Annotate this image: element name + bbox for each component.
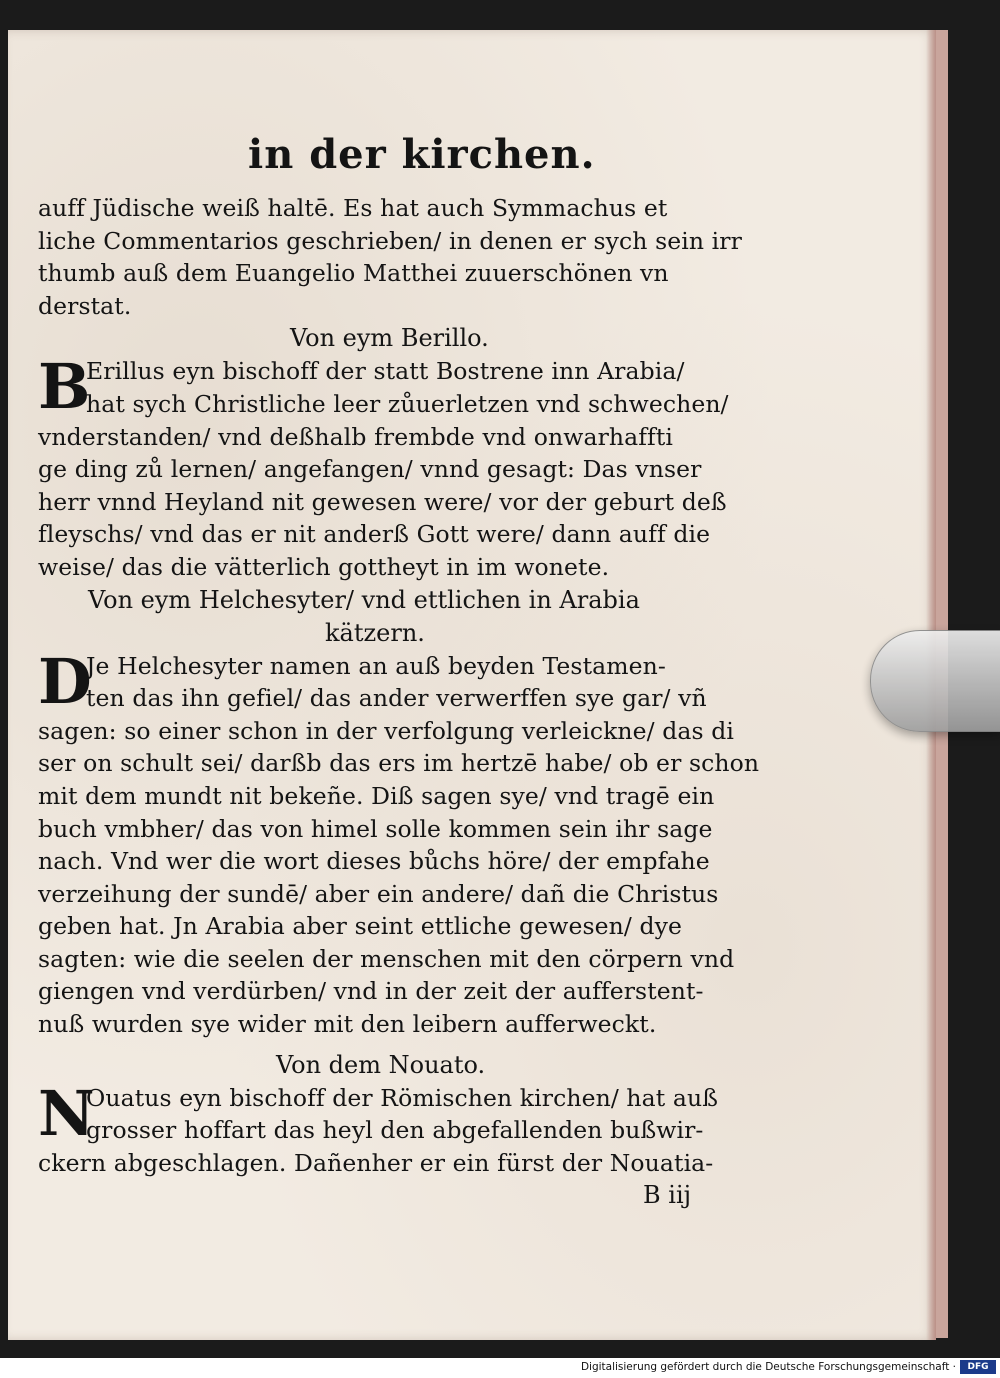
drop-cap-initial: N [38, 1076, 95, 1150]
text-line: ckern abgeschlagen. Dañenher er ein fürst der Nouatia- [38, 1148, 714, 1177]
text-line: weise/ das die vätterlich gottheyt in im wonete. [38, 552, 610, 581]
text-line: geben hat. Jn Arabia aber seint ettliche gewesen/ dye [38, 912, 682, 941]
text-line: Erillus eyn bischoff der statt Bostrene inn Arabia/ [86, 357, 685, 386]
running-head: in der kirchen. [248, 131, 596, 178]
text-line: auff Jüdische weiß haltē. Es hat auch Symmachus et [38, 194, 668, 222]
text-line: buch vmbher/ das von himel solle kommen sein ihr sage [38, 814, 713, 843]
text-line: fleyschs/ vnd das er nit anderß Gott were/ dann auff die [38, 520, 711, 549]
book-page [8, 30, 936, 1340]
plastic-page-tab [870, 630, 1000, 732]
text-line: liche Commentarios geschrieben/ in denen er sych sein irr [38, 226, 742, 255]
section-heading-novato: Von dem Nouato. [276, 1050, 486, 1079]
drop-cap-initial: B [38, 350, 91, 424]
text-line: Ouatus eyn bischoff der Römischen kirchen/ hat auß [86, 1083, 719, 1112]
dfg-logo: DFG [960, 1360, 996, 1374]
text-line: grosser hoffart das heyl den abgefallenden bußwir- [86, 1116, 704, 1145]
section-heading-berillo: Von eym Berillo. [290, 324, 489, 353]
section-heading-helchesyter-cont: kätzern. [325, 618, 425, 647]
footer-credit: Digitalisierung gefördert durch die Deutsche Forschungsgemeinschaft · [580, 1361, 956, 1373]
text-line: derstat. [38, 291, 132, 320]
berillo-paragraph [38, 350, 768, 583]
text-line: ser on schult sei/ darßb das ers im hertzē habe/ ob er schon [38, 749, 760, 778]
text-line: verzeihung der sundē/ aber ein andere/ dañ die Christus [38, 879, 719, 908]
text-line: thumb auß dem Euangelio Matthei zuuerschönen vn [38, 259, 669, 288]
text-line: nach. Vnd wer die wort dieses bůchs höre/ der empfahe [38, 847, 710, 876]
text-line: ge ding zů lernen/ angefangen/ vnnd gesagt: Das vnser [38, 455, 702, 484]
text-line: hat sych Christliche leer zůuerletzen vnd schwechen/ [86, 389, 729, 418]
text-line: herr vnnd Heyland nit gewesen were/ vor der geburt deß [38, 487, 727, 516]
text-line: giengen vnd verdürben/ vnd in der zeit der aufferstent- [38, 977, 704, 1006]
text-line: sagen: so einer schon in der verfolgung verleickne/ das di [38, 716, 735, 745]
novato-paragraph [38, 1076, 768, 1180]
text-line: mit dem mundt nit bekeñe. Diß sagen sye/ vnd tragē ein [38, 781, 715, 810]
text-line: Je Helchesyter namen an auß beyden Testamen- [86, 651, 666, 680]
text-line: nuß wurden sye wider mit den leibern aufferweckt. [38, 1010, 657, 1039]
signature-mark: B iij [643, 1181, 692, 1210]
helchesyter-paragraph [38, 644, 768, 1041]
text-block [38, 130, 768, 1211]
section-heading-helchesyter: Von eym Helchesyter/ vnd ettlichen in Arabia [88, 585, 640, 614]
text-line: ten das ihn gefiel/ das ander verwerffen sye gar/ vñ [86, 684, 707, 713]
intro-paragraph [38, 192, 768, 322]
text-line: vnderstanden/ vnd deßhalb frembde vnd onwarhaffti [38, 422, 674, 451]
text-line: sagten: wie die seelen der menschen mit den cörpern vnd [38, 944, 735, 973]
drop-cap-initial: D [38, 644, 92, 718]
